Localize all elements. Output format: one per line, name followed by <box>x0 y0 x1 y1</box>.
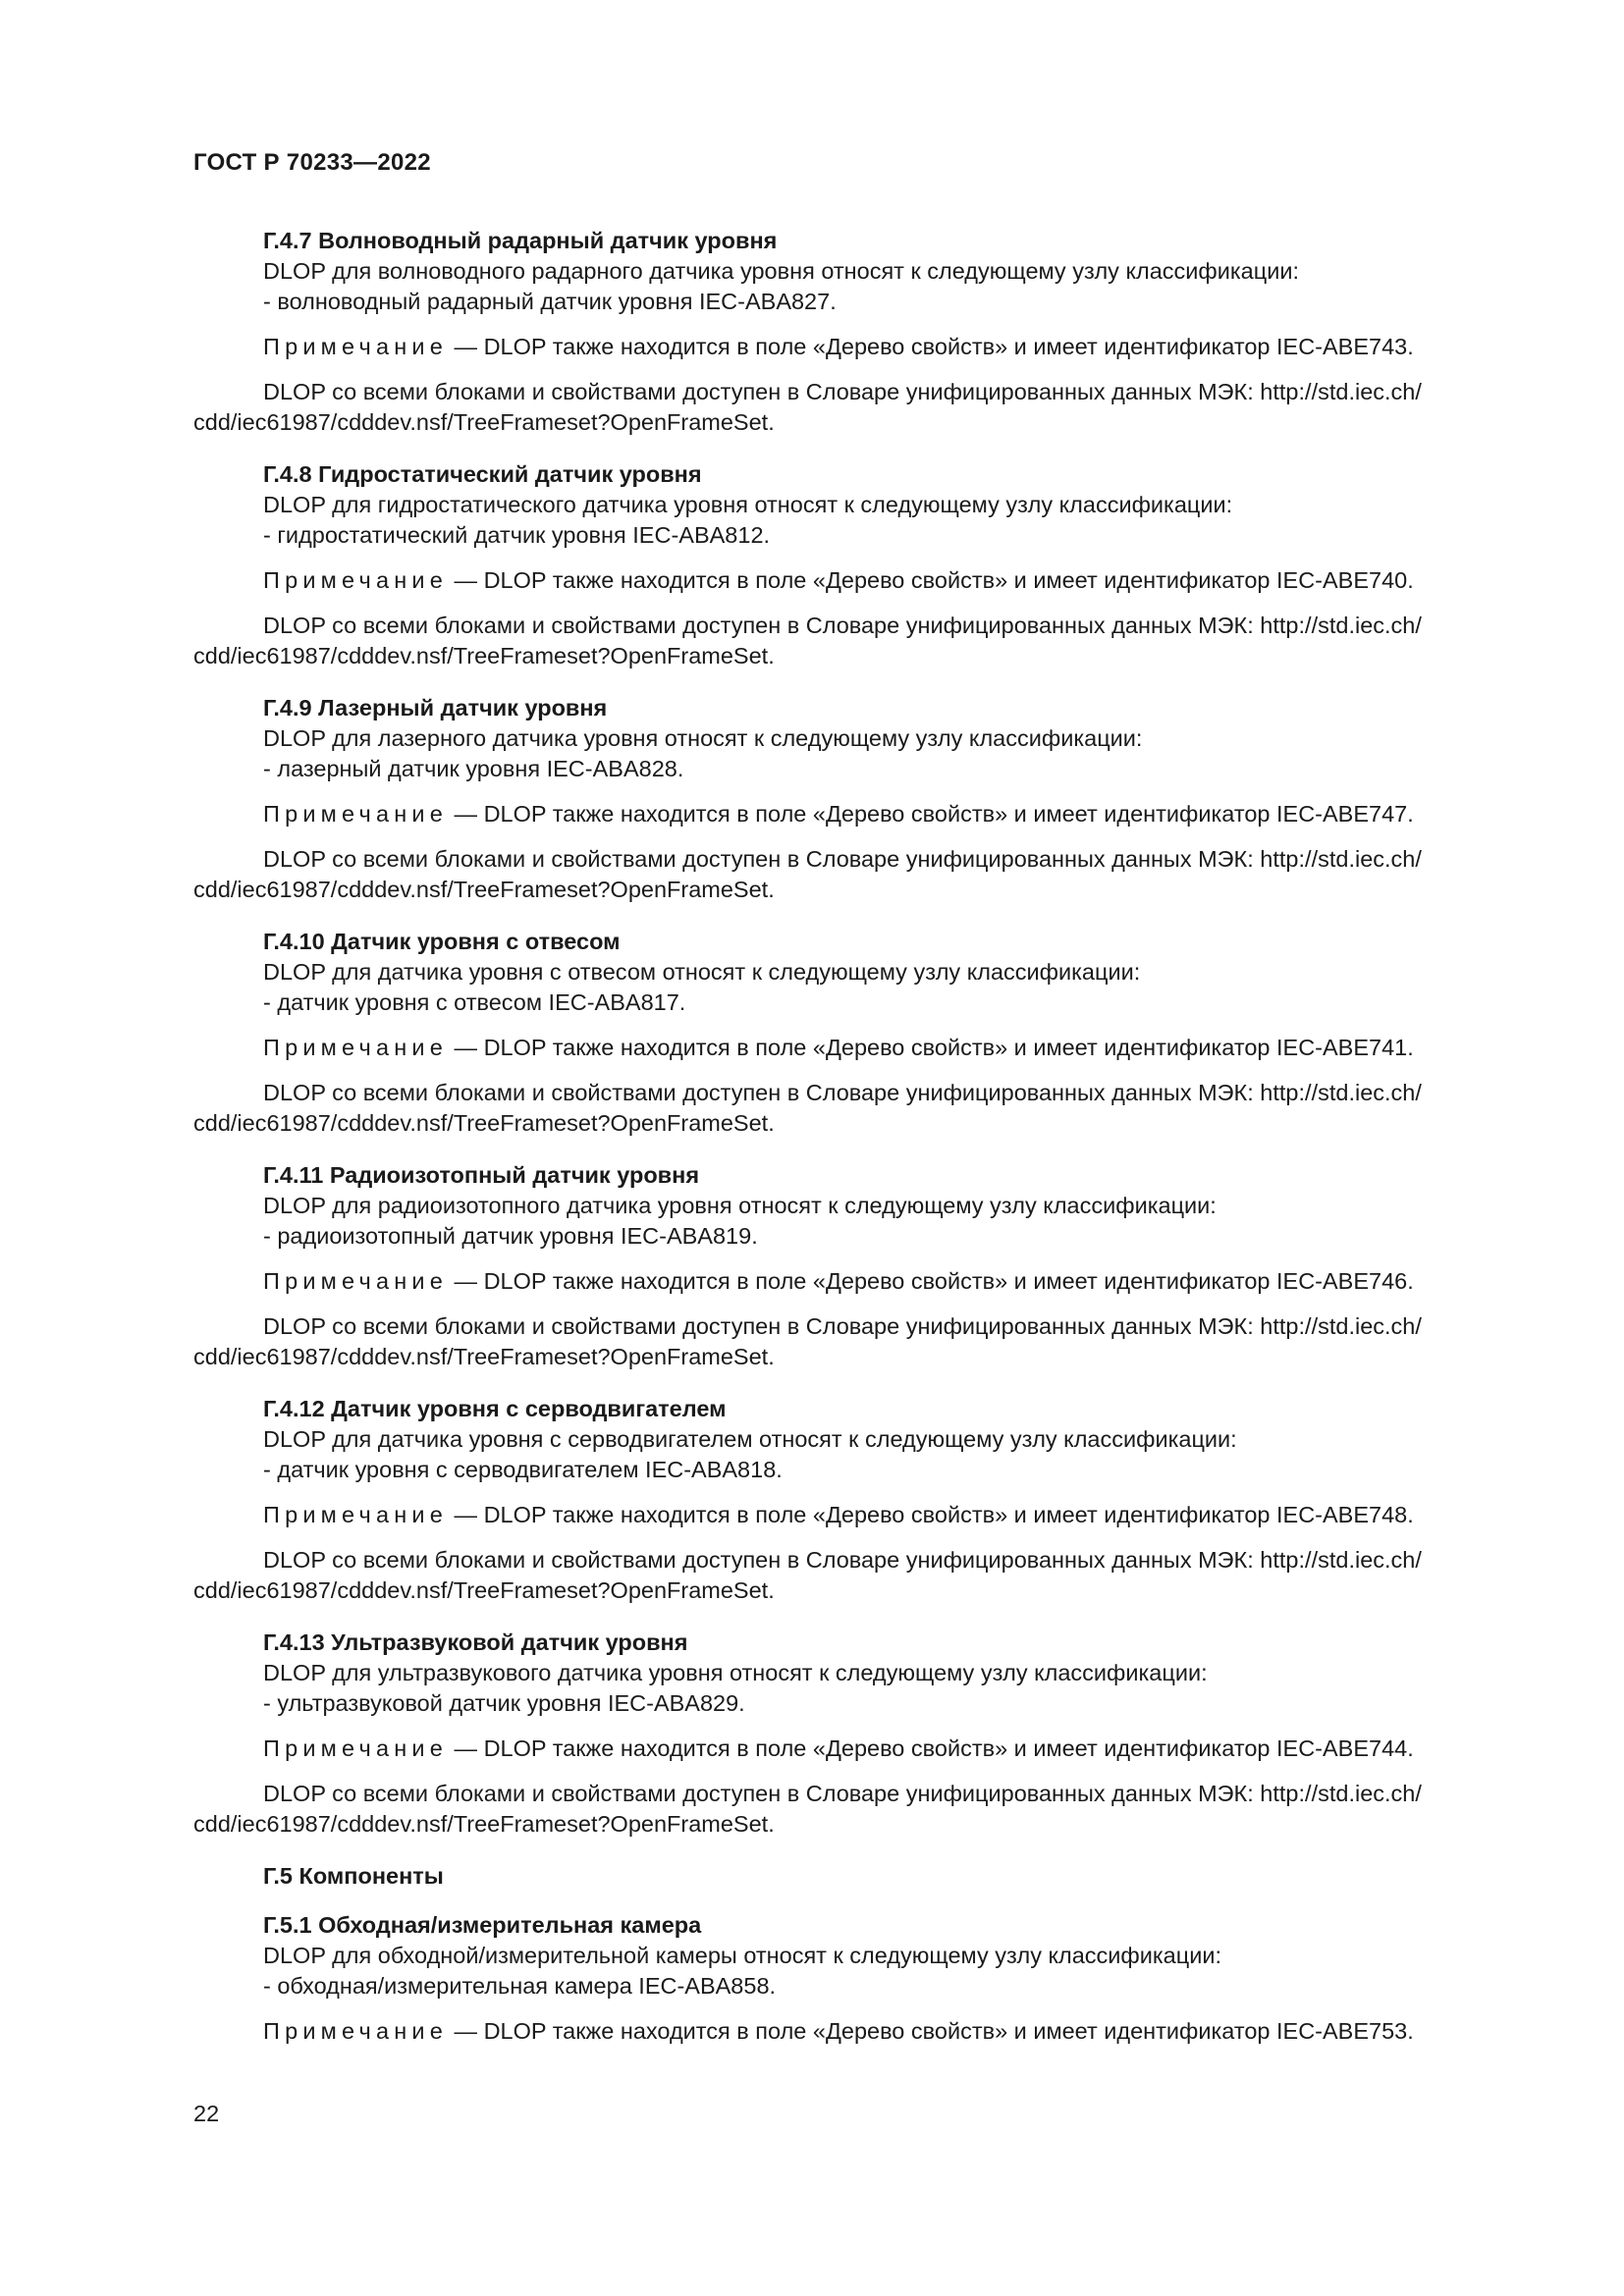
section-intro: DLOP для радиоизотопного датчика уровня относят к следующему узлу классификации: <box>263 1193 1217 1218</box>
section-g-4-7 <box>193 226 1518 438</box>
note-label: Примечание <box>263 334 449 359</box>
note-text: — DLOP также находится в поле «Дерево свойств» и имеет идентификатор IEC-ABE741. <box>448 1035 1414 1060</box>
section-heading: Г.4.10 Датчик уровня с отвесом <box>263 929 621 954</box>
note-label: Примечание <box>263 1035 449 1060</box>
section-heading: Г.5.1 Обходная/измерительная камера <box>263 1912 702 1938</box>
availability-line-1: DLOP со всеми блоками и свойствами доступен в Словаре унифицированных данных МЭК: http://std.iec.ch/ <box>263 1781 1422 1806</box>
section-intro: DLOP для обходной/измерительной камеры относят к следующему узлу классификации: <box>263 1943 1221 1968</box>
availability-paragraph <box>193 1311 1518 1372</box>
note-label: Примечание <box>263 567 449 593</box>
section-heading: Г.4.7 Волноводный радарный датчик уровня <box>263 228 778 253</box>
section-intro: DLOP для волноводного радарного датчика уровня относят к следующему узлу классификации: <box>263 258 1299 284</box>
page-number: 22 <box>193 2101 220 2126</box>
availability-line-2: cdd/iec61987/cdddev.nsf/TreeFrameset?OpenFrameSet. <box>193 1811 775 1837</box>
classification-item: - датчик уровня с серводвигателем IEC-ABA818. <box>263 1457 783 1482</box>
note-text: — DLOP также находится в поле «Дерево свойств» и имеет идентификатор IEC-ABE740. <box>448 567 1414 593</box>
note <box>193 1266 1518 1297</box>
classification-item: - датчик уровня с отвесом IEC-ABA817. <box>263 989 686 1015</box>
availability-line-1: DLOP со всеми блоками и свойствами доступен в Словаре унифицированных данных МЭК: http://std.iec.ch/ <box>263 846 1422 872</box>
availability-paragraph <box>193 1779 1518 1840</box>
document-body <box>193 226 1518 2068</box>
section-g-4-9 <box>193 693 1518 905</box>
section-intro: DLOP для ультразвукового датчика уровня относят к следующему узлу классификации: <box>263 1660 1208 1685</box>
section-g-4-13 <box>193 1628 1518 1840</box>
section-g-4-11 <box>193 1160 1518 1372</box>
note-text: — DLOP также находится в поле «Дерево свойств» и имеет идентификатор IEC-ABE743. <box>448 334 1414 359</box>
section-intro: DLOP для датчика уровня с серводвигателем относят к следующему узлу классификации: <box>263 1426 1237 1452</box>
availability-line-1: DLOP со всеми блоками и свойствами доступен в Словаре унифицированных данных МЭК: http://std.iec.ch/ <box>263 1547 1422 1573</box>
availability-paragraph <box>193 377 1518 438</box>
availability-line-2: cdd/iec61987/cdddev.nsf/TreeFrameset?OpenFrameSet. <box>193 643 775 668</box>
availability-paragraph <box>193 844 1518 905</box>
section-intro: DLOP для гидростатического датчика уровня относят к следующему узлу классификации: <box>263 492 1233 517</box>
note <box>193 799 1518 829</box>
availability-line-2: cdd/iec61987/cdddev.nsf/TreeFrameset?OpenFrameSet. <box>193 409 775 435</box>
classification-item: - гидростатический датчик уровня IEC-ABA812. <box>263 522 771 548</box>
note-text: — DLOP также находится в поле «Дерево свойств» и имеет идентификатор IEC-ABE746. <box>448 1268 1414 1294</box>
classification-item: - ультразвуковой датчик уровня IEC-ABA829. <box>263 1690 745 1716</box>
note-label: Примечание <box>263 1268 449 1294</box>
note-label: Примечание <box>263 801 449 827</box>
section-intro: DLOP для лазерного датчика уровня относят к следующему узлу классификации: <box>263 725 1143 751</box>
availability-line-1: DLOP со всеми блоками и свойствами доступен в Словаре унифицированных данных МЭК: http://std.iec.ch/ <box>263 613 1422 638</box>
section-heading: Г.4.8 Гидростатический датчик уровня <box>263 461 702 487</box>
availability-line-2: cdd/iec61987/cdddev.nsf/TreeFrameset?OpenFrameSet. <box>193 1577 775 1603</box>
section-heading: Г.4.13 Ультразвуковой датчик уровня <box>263 1629 688 1655</box>
note-label: Примечание <box>263 1502 449 1527</box>
note <box>193 565 1518 596</box>
note <box>193 1500 1518 1530</box>
availability-line-1: DLOP со всеми блоками и свойствами доступен в Словаре унифицированных данных МЭК: http://std.iec.ch/ <box>263 379 1422 404</box>
classification-item: - лазерный датчик уровня IEC-ABA828. <box>263 756 684 781</box>
note-text: — DLOP также находится в поле «Дерево свойств» и имеет идентификатор IEC-ABE748. <box>448 1502 1414 1527</box>
note-label: Примечание <box>263 2018 449 2044</box>
section-heading: Г.4.9 Лазерный датчик уровня <box>263 695 608 721</box>
note <box>193 2016 1518 2047</box>
note-label: Примечание <box>263 1735 449 1761</box>
classification-item: - волноводный радарный датчик уровня IEC-ABA827. <box>263 289 837 314</box>
note-text: — DLOP также находится в поле «Дерево свойств» и имеет идентификатор IEC-ABE744. <box>448 1735 1414 1761</box>
classification-item: - радиоизотопный датчик уровня IEC-ABA819. <box>263 1223 758 1249</box>
section-heading: Г.4.11 Радиоизотопный датчик уровня <box>263 1162 700 1188</box>
section-g-4-12 <box>193 1394 1518 1606</box>
availability-paragraph <box>193 1545 1518 1606</box>
note-text: — DLOP также находится в поле «Дерево свойств» и имеет идентификатор IEC-ABE753. <box>448 2018 1414 2044</box>
note <box>193 1734 1518 1764</box>
note-text: — DLOP также находится в поле «Дерево свойств» и имеет идентификатор IEC-ABE747. <box>448 801 1414 827</box>
classification-item: - обходная/измерительная камера IEC-ABA858. <box>263 1973 777 1999</box>
availability-paragraph <box>193 1078 1518 1139</box>
availability-line-2: cdd/iec61987/cdddev.nsf/TreeFrameset?OpenFrameSet. <box>193 1110 775 1136</box>
section-intro: DLOP для датчика уровня с отвесом относят к следующему узлу классификации: <box>263 959 1141 985</box>
note <box>193 1033 1518 1063</box>
section-g-5 <box>193 1861 1518 2047</box>
availability-line-2: cdd/iec61987/cdddev.nsf/TreeFrameset?OpenFrameSet. <box>193 1344 775 1369</box>
section-g-4-8 <box>193 459 1518 671</box>
availability-line-1: DLOP со всеми блоками и свойствами доступен в Словаре унифицированных данных МЭК: http://std.iec.ch/ <box>263 1313 1422 1339</box>
availability-line-1: DLOP со всеми блоками и свойствами доступен в Словаре унифицированных данных МЭК: http://std.iec.ch/ <box>263 1080 1422 1105</box>
section-g-4-10 <box>193 927 1518 1139</box>
availability-line-2: cdd/iec61987/cdddev.nsf/TreeFrameset?OpenFrameSet. <box>193 877 775 902</box>
chapter-heading: Г.5 Компоненты <box>263 1863 444 1889</box>
availability-paragraph <box>193 611 1518 671</box>
document-header: ГОСТ Р 70233—2022 <box>193 149 431 176</box>
section-heading: Г.4.12 Датчик уровня с серводвигателем <box>263 1396 727 1421</box>
note <box>193 332 1518 362</box>
